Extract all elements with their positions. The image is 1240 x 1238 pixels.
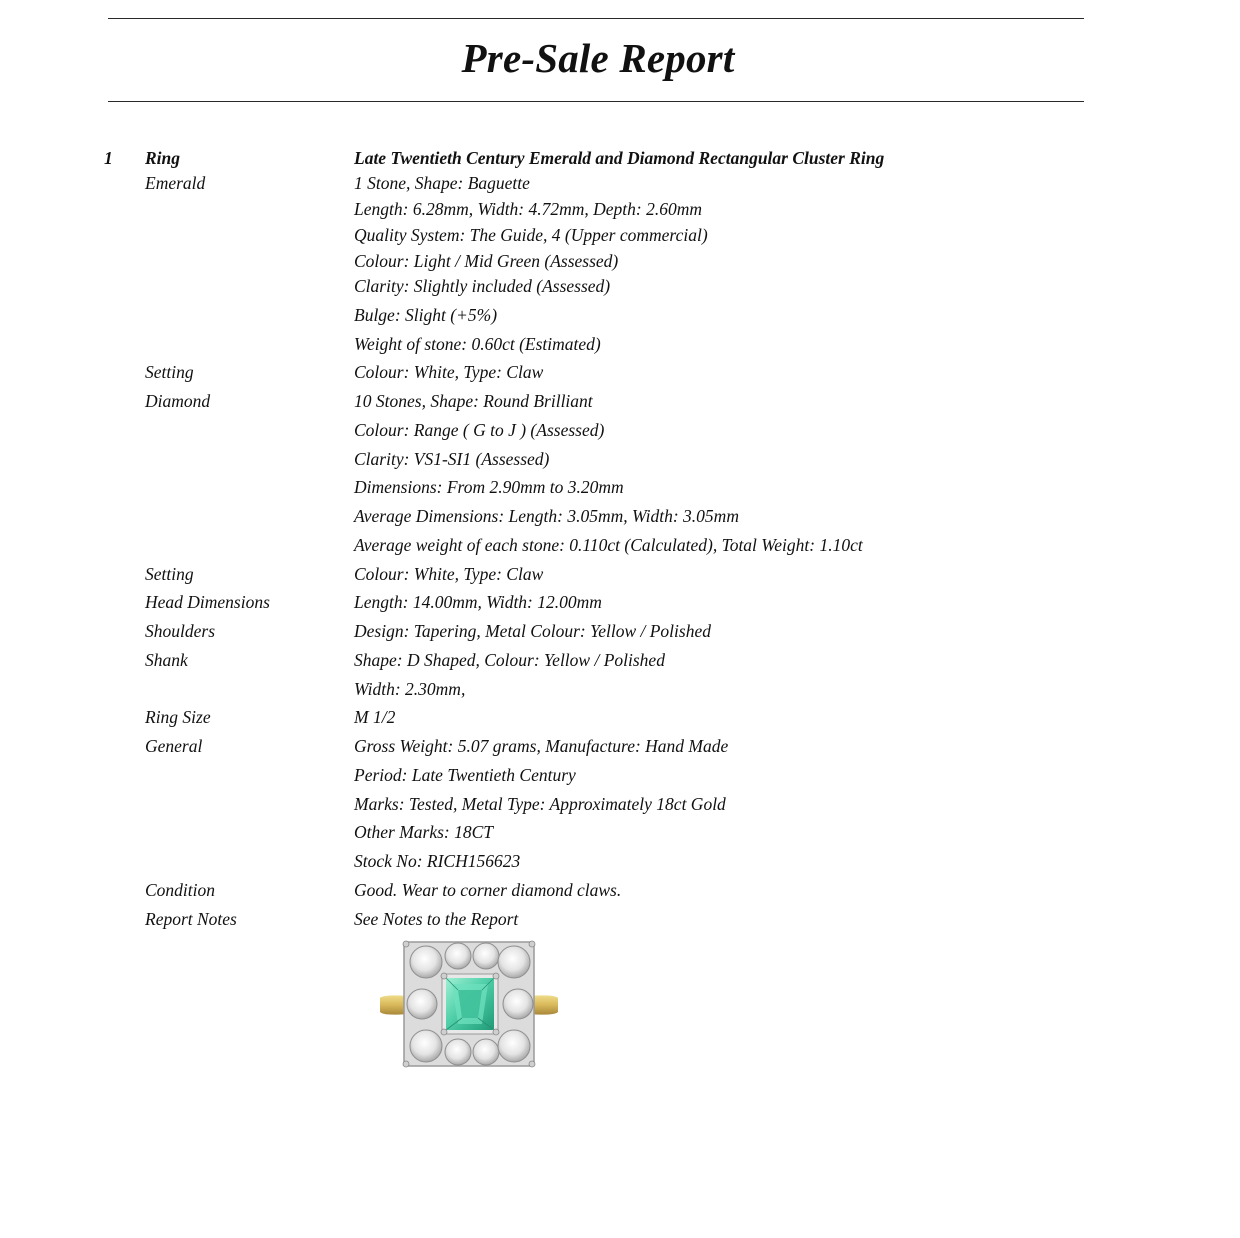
row-label: Condition (145, 880, 216, 900)
row-value: 10 Stones, Shape: Round Brilliant (354, 391, 593, 411)
row-label: Shank (145, 650, 188, 670)
row-label: Ring Size (145, 707, 211, 727)
row-value: Clarity: Slightly included (Assessed) (354, 276, 611, 296)
row-value: Average weight of each stone: 0.110ct (Calculated), Total Weight: 1.10ct (354, 535, 863, 555)
lot-number: 1 (104, 148, 113, 168)
row-value: Width: 2.30mm, (354, 679, 466, 699)
row-value: See Notes to the Report (354, 909, 519, 929)
row-value: 1 Stone, Shape: Baguette (354, 173, 530, 193)
row-label: General (145, 736, 203, 756)
row-value: Marks: Tested, Metal Type: Approximately 18ct Gold (354, 794, 726, 814)
row-label: Head Dimensions (145, 592, 270, 612)
row-label: Report Notes (145, 909, 237, 929)
row-value: Quality System: The Guide, 4 (Upper commercial) (354, 225, 708, 245)
row-value: Colour: Range ( G to J ) (Assessed) (354, 420, 605, 440)
row-value: Colour: White, Type: Claw (354, 564, 544, 584)
row-value: Colour: White, Type: Claw (354, 362, 544, 382)
row-value: Weight of stone: 0.60ct (Estimated) (354, 334, 601, 354)
row-label: Setting (145, 362, 194, 382)
row-value: Length: 6.28mm, Width: 4.72mm, Depth: 2.60mm (354, 199, 703, 219)
row-value: Other Marks: 18CT (354, 822, 494, 842)
row-value: Stock No: RICH156623 (354, 851, 521, 871)
row-value: Period: Late Twentieth Century (354, 765, 576, 785)
row-value: Shape: D Shaped, Colour: Yellow / Polished (354, 650, 665, 670)
row-value: Average Dimensions: Length: 3.05mm, Width: 3.05mm (354, 506, 739, 526)
row-value: Length: 14.00mm, Width: 12.00mm (354, 592, 602, 612)
row-label: Emerald (145, 173, 206, 193)
row-value: Design: Tapering, Metal Colour: Yellow / Polished (354, 621, 711, 641)
row-value: Colour: Light / Mid Green (Assessed) (354, 251, 619, 271)
row-value: Clarity: VS1-SI1 (Assessed) (354, 449, 550, 469)
row-value: Gross Weight: 5.07 grams, Manufacture: Hand Made (354, 736, 729, 756)
row-label: Setting (145, 564, 194, 584)
row-value: Bulge: Slight (+5%) (354, 305, 498, 325)
row-value: M 1/2 (354, 707, 396, 727)
row-value: Dimensions: From 2.90mm to 3.20mm (354, 477, 624, 497)
ring-photo (378, 938, 560, 1070)
lot-description: Late Twentieth Century Emerald and Diamond Rectangular Cluster Ring (354, 148, 885, 168)
row-value: Good. Wear to corner diamond claws. (354, 880, 622, 900)
row-label: Diamond (145, 391, 211, 411)
page-title: Pre-Sale Report (461, 35, 735, 81)
row-label: Shoulders (145, 621, 215, 641)
lot-category: Ring (145, 148, 181, 168)
